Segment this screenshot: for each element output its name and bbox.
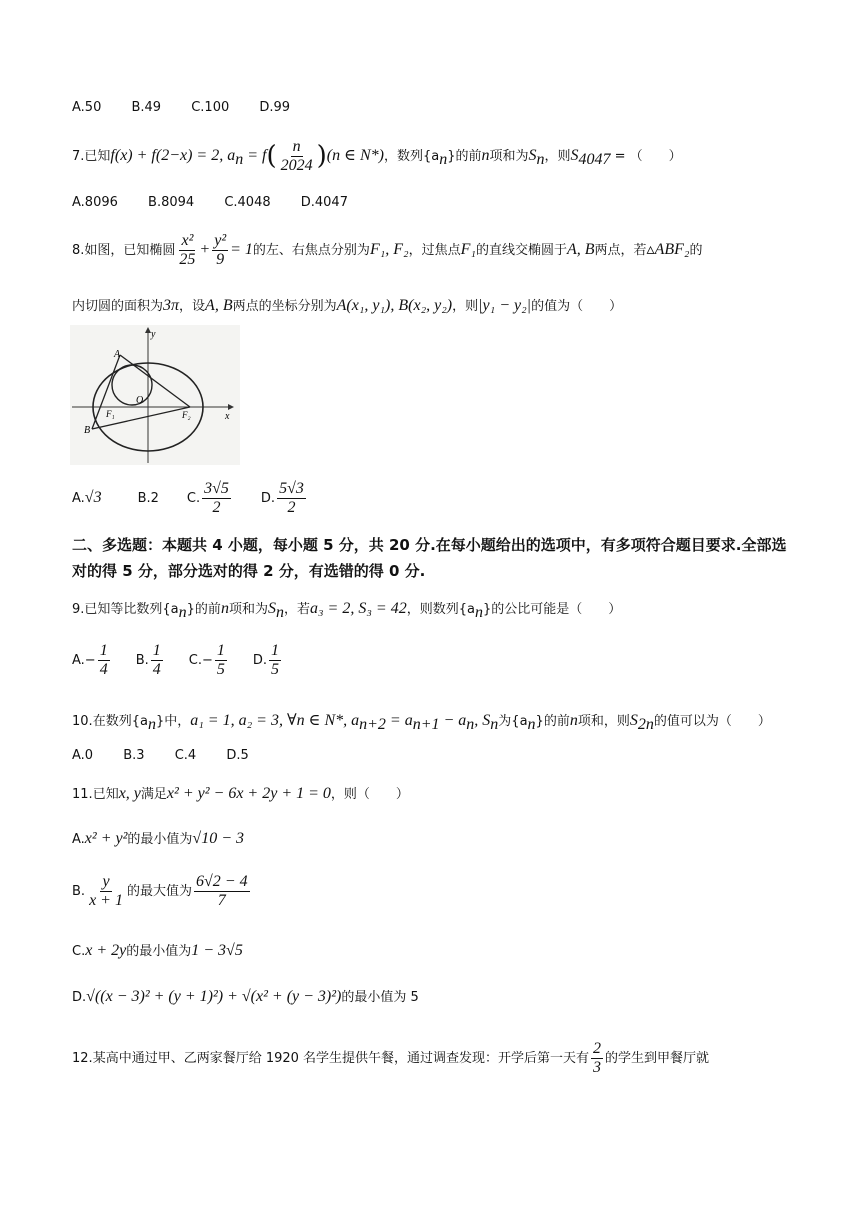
q11-option-d	[72, 986, 419, 1006]
q8-option-c-prefix: C.	[186, 491, 201, 507]
q7-option-b: B.8094	[148, 195, 195, 210]
q7-domain: (n ∈ N*)	[326, 147, 384, 165]
q10-cond-mid: = a	[385, 712, 413, 729]
q10-n: n	[569, 712, 578, 729]
q8-text1: 的左、右焦点分别为	[252, 243, 370, 259]
q10-cond-sub3: n	[466, 715, 475, 733]
q8-text5: 的	[689, 243, 703, 259]
q7-S: S	[528, 147, 537, 165]
q8-option-a-value: √3	[84, 489, 102, 507]
q8-stem-line2	[72, 295, 622, 315]
q9-option-a-frac	[98, 642, 110, 678]
q8-frac2	[212, 232, 228, 268]
q9-option-a-num: 1	[99, 642, 108, 659]
q12-number: 12.	[72, 1051, 93, 1067]
q8-line2-c: 两点的坐标分别为	[232, 299, 337, 314]
q9-option-a-den: 4	[99, 660, 108, 678]
q10-S2n-sub: 2n	[637, 715, 654, 733]
q9-S: S	[267, 600, 276, 617]
q10-cond-mid3: , S	[474, 712, 491, 729]
q7-lead: 已知	[84, 149, 111, 165]
q7-fraction	[279, 138, 315, 174]
q7-option-c: C.4048	[224, 195, 271, 210]
q7-S-sub: n	[536, 150, 545, 168]
q11-number: 11.	[72, 787, 93, 802]
q11-option-b-den: x + 1	[89, 891, 123, 909]
q11-text3: ，则（ ）	[330, 787, 409, 802]
fig-O-label: O	[136, 395, 144, 406]
q11-text2: 满足	[140, 787, 167, 802]
q10-option-b: B.3	[123, 748, 145, 763]
q8-line2-d: ，则	[452, 299, 479, 314]
q8-text2: ，过焦点	[408, 243, 461, 259]
q9-option-d-den: 5	[271, 660, 280, 678]
q7-mid3: 项和为	[489, 149, 529, 165]
q8-frac2-num: y²	[214, 232, 227, 249]
q11-option-b-num: y	[102, 873, 110, 890]
q9-text2: }的前	[186, 602, 221, 617]
q9-cond: a₃ = 2, S₃ = 42	[309, 600, 407, 617]
q8-line2-a: 内切圆的面积为	[72, 299, 164, 314]
q7-option-d: D.4047	[300, 195, 348, 210]
q7-mid: ，数列{a	[383, 149, 440, 165]
q12-stem	[72, 1040, 709, 1076]
q8-option-d-prefix: D.	[260, 491, 276, 507]
q7-frac-den: 2024	[280, 156, 313, 174]
q9-option-d-prefix: D.	[252, 653, 268, 669]
q11-option-c-text: 的最小值为	[126, 944, 192, 959]
q9-stem	[72, 598, 621, 622]
q8-stem-line1	[72, 232, 702, 268]
fig-A-label: A	[114, 349, 121, 360]
q10-option-d: D.5	[226, 748, 249, 763]
q11-option-d-expr: √((x − 3)² + (y + 1)²) + √(x² + (y − 3)²)	[86, 988, 342, 1005]
q7-stem: 7.已知f(x) + f(2−x) = 2, $a_n = f$( $\frac{n}{2024}$ )(n ∈ N*)，数列$\{a_n\}$的前n项和为$S_n$，则$S_{4047}$ = （ ）	[72, 138, 682, 174]
q10-text6: 的值可以为（ ）	[653, 714, 771, 729]
q7-sub-n2: n	[439, 150, 448, 168]
q9-option-c-prefix: C.−	[188, 653, 213, 669]
q10-S2n: S	[629, 712, 638, 729]
q10-cond-sub1: n+2	[359, 715, 386, 733]
q8-abs: |y₁ − y₂|	[478, 297, 532, 314]
q9-option-c-den: 5	[216, 660, 225, 678]
q8-line2-e: 的值为（ ）	[531, 299, 623, 314]
q11-option-b-prefix: B.	[72, 884, 86, 900]
q8-frac1-num: x²	[181, 232, 194, 249]
q11-option-d-prefix: D.	[72, 990, 87, 1005]
q10-cond: a₁ = 1, a₂ = 3, ∀n ∈ N*, a	[190, 712, 360, 729]
q8-option-d-den: 2	[287, 498, 296, 516]
q7-options	[72, 195, 374, 210]
fig-B-label: B	[84, 425, 91, 436]
q8-option-a-prefix: A.	[72, 491, 85, 507]
q7-frac-num: n	[292, 138, 301, 155]
q11-option-b-frac	[87, 873, 125, 909]
q8-options	[72, 480, 308, 516]
fig-F2-label: F₂	[182, 410, 191, 420]
q8-option-b: B.2	[137, 491, 159, 507]
q9-text3: 项和为	[228, 602, 268, 617]
q11-option-a-value: √10 − 3	[192, 830, 244, 847]
q10-cond-sub2: n+1	[412, 715, 440, 733]
q11-option-b-value-frac	[194, 873, 250, 909]
q8-F1: F₁	[460, 241, 476, 259]
q10-text5: 项和，则	[577, 714, 630, 729]
q11-option-b	[72, 873, 252, 909]
q8-AB2: A, B	[205, 297, 233, 314]
q9-option-b-den: 4	[152, 660, 161, 678]
q9-option-b-num: 1	[152, 642, 161, 659]
q11-option-b-vden: 7	[217, 891, 226, 909]
q7-tail: = （ ）	[610, 149, 682, 165]
q8-F1F2: F₁, F₂	[369, 241, 409, 259]
q9-text5: ，则数列{a	[406, 602, 475, 617]
q8-plus: +	[199, 241, 211, 259]
q8-pi: 3π	[163, 297, 180, 314]
q11-option-a-prefix: A.	[72, 832, 85, 847]
q6-option-d: D.99	[259, 100, 291, 115]
q9-text6: }的公比可能是（ ）	[482, 602, 622, 617]
fig-F1-label: F₁	[106, 409, 115, 419]
q11-option-a-text: 的最小值为	[127, 832, 193, 847]
q8-option-c-frac	[202, 480, 231, 516]
q8-option-c-num: 3√5	[204, 480, 229, 497]
q8-option-c-den: 2	[212, 498, 221, 516]
q11-option-b-vnum: 6√2 − 4	[195, 873, 248, 890]
q9-text4: ，若	[283, 602, 310, 617]
q7-mid4: ，则	[544, 149, 571, 165]
q9-options	[72, 642, 283, 678]
section2-heading: 二、多选题：本题共 4 小题，每小题 5 分，共 20 分.在每小题给出的选项中，有多项符合题目要求.全部选对的得 5 分，部分选对的得 2 分，有选错的得 0 分.	[72, 536, 787, 580]
q11-stem	[72, 783, 409, 803]
q8-frac2-den: 9	[216, 250, 225, 268]
q8-text3: 的直线交椭圆于	[475, 243, 567, 259]
q9-option-c-num: 1	[216, 642, 225, 659]
q10-option-c: C.4	[174, 748, 197, 763]
q8-option-d-num: 5√3	[279, 480, 304, 497]
q9-option-b-frac	[151, 642, 163, 678]
q9-option-c-frac	[215, 642, 227, 678]
q6-option-a: A.50	[72, 100, 102, 115]
q7-n: n	[481, 147, 490, 165]
q9-number: 9.	[72, 602, 85, 617]
q9-sub-n: n	[178, 603, 187, 621]
q10-text2: }中，	[155, 714, 191, 729]
q9-option-a-prefix: A.−	[72, 653, 96, 669]
q10-text3: 为{a	[498, 714, 528, 729]
q10-option-a: A.0	[72, 748, 94, 763]
q9-sub-n2: n	[474, 603, 483, 621]
q7-eq-f: = f	[243, 147, 267, 165]
q8-number: 8.	[72, 243, 85, 259]
q7-option-a: A.8096	[72, 195, 118, 210]
fig-y-label: y	[151, 329, 156, 340]
q9-S-sub: n	[275, 603, 284, 621]
q8-option-d-frac	[277, 480, 306, 516]
q8-coords: A(x₁, y₁), B(x₂, y₂)	[336, 297, 453, 314]
q12-frac-num: 2	[593, 1040, 602, 1057]
q11-option-c-value: 1 − 3√5	[191, 942, 243, 959]
q11-option-d-text: 的最小值为 5	[341, 990, 419, 1005]
q8-line2-b: ，设	[179, 299, 206, 314]
q6-options	[72, 100, 316, 115]
fig-x-label: x	[225, 411, 230, 422]
q6-option-c: C.100	[191, 100, 230, 115]
q8-frac1-den: 25	[179, 250, 196, 268]
q11-option-b-text: 的最大值为	[126, 884, 192, 900]
q8-tri: ▵ABF₂	[646, 241, 690, 259]
q6-option-b: B.49	[131, 100, 162, 115]
q10-sub-n2: n	[527, 715, 536, 733]
q11-xy: x, y	[118, 785, 141, 802]
q7-S4047: S	[570, 147, 579, 165]
q11-option-a-expr: x² + y²	[84, 830, 128, 847]
q11-option-c-prefix: C.	[72, 944, 86, 959]
q7-sub-n: n	[235, 150, 244, 168]
q8-ellipse-figure	[70, 325, 240, 465]
q12-text2: 的学生到甲餐厅就	[605, 1051, 710, 1067]
q11-eq: x² + y² − 6x + 2y + 1 = 0	[166, 785, 331, 802]
q10-sub-n: n	[147, 715, 156, 733]
q7-func-eq: f(x) + f(2−x) = 2, a	[110, 147, 236, 165]
q7-S4047-sub: 4047	[578, 150, 611, 168]
q10-number: 10.	[72, 714, 93, 729]
q10-text4: }的前	[535, 714, 570, 729]
q9-option-d-frac	[269, 642, 281, 678]
q10-stem	[72, 710, 771, 734]
q7-number: 7.	[72, 149, 85, 165]
q7-mid2: }的前	[447, 149, 482, 165]
q10-cond-mid2: − a	[439, 712, 467, 729]
q8-lead: 如图，已知椭圆	[84, 243, 176, 259]
q9-n: n	[220, 600, 229, 617]
q8-text4: 两点，若	[594, 243, 647, 259]
q11-text1: 已知	[92, 787, 119, 802]
q8-frac1	[177, 232, 197, 268]
q12-text1: 某高中通过甲、乙两家餐厅给 1920 名学生提供午餐，通过调查发现：开学后第一天有	[92, 1051, 590, 1067]
q11-option-a	[72, 828, 244, 848]
q9-text1: 已知等比数列{a	[84, 602, 179, 617]
q11-option-c	[72, 940, 243, 960]
q10-options	[72, 748, 275, 763]
q11-option-c-expr: x + 2y	[85, 942, 127, 959]
q10-cond-sub4: n	[490, 715, 499, 733]
q9-option-b-prefix: B.	[135, 653, 149, 669]
q12-fraction	[591, 1040, 603, 1076]
q9-option-d-num: 1	[271, 642, 280, 659]
q10-text1: 在数列{a	[92, 714, 148, 729]
q8-eq1: = 1	[230, 241, 253, 259]
q8-AB: A, B	[566, 241, 595, 259]
q12-frac-den: 3	[593, 1058, 602, 1076]
